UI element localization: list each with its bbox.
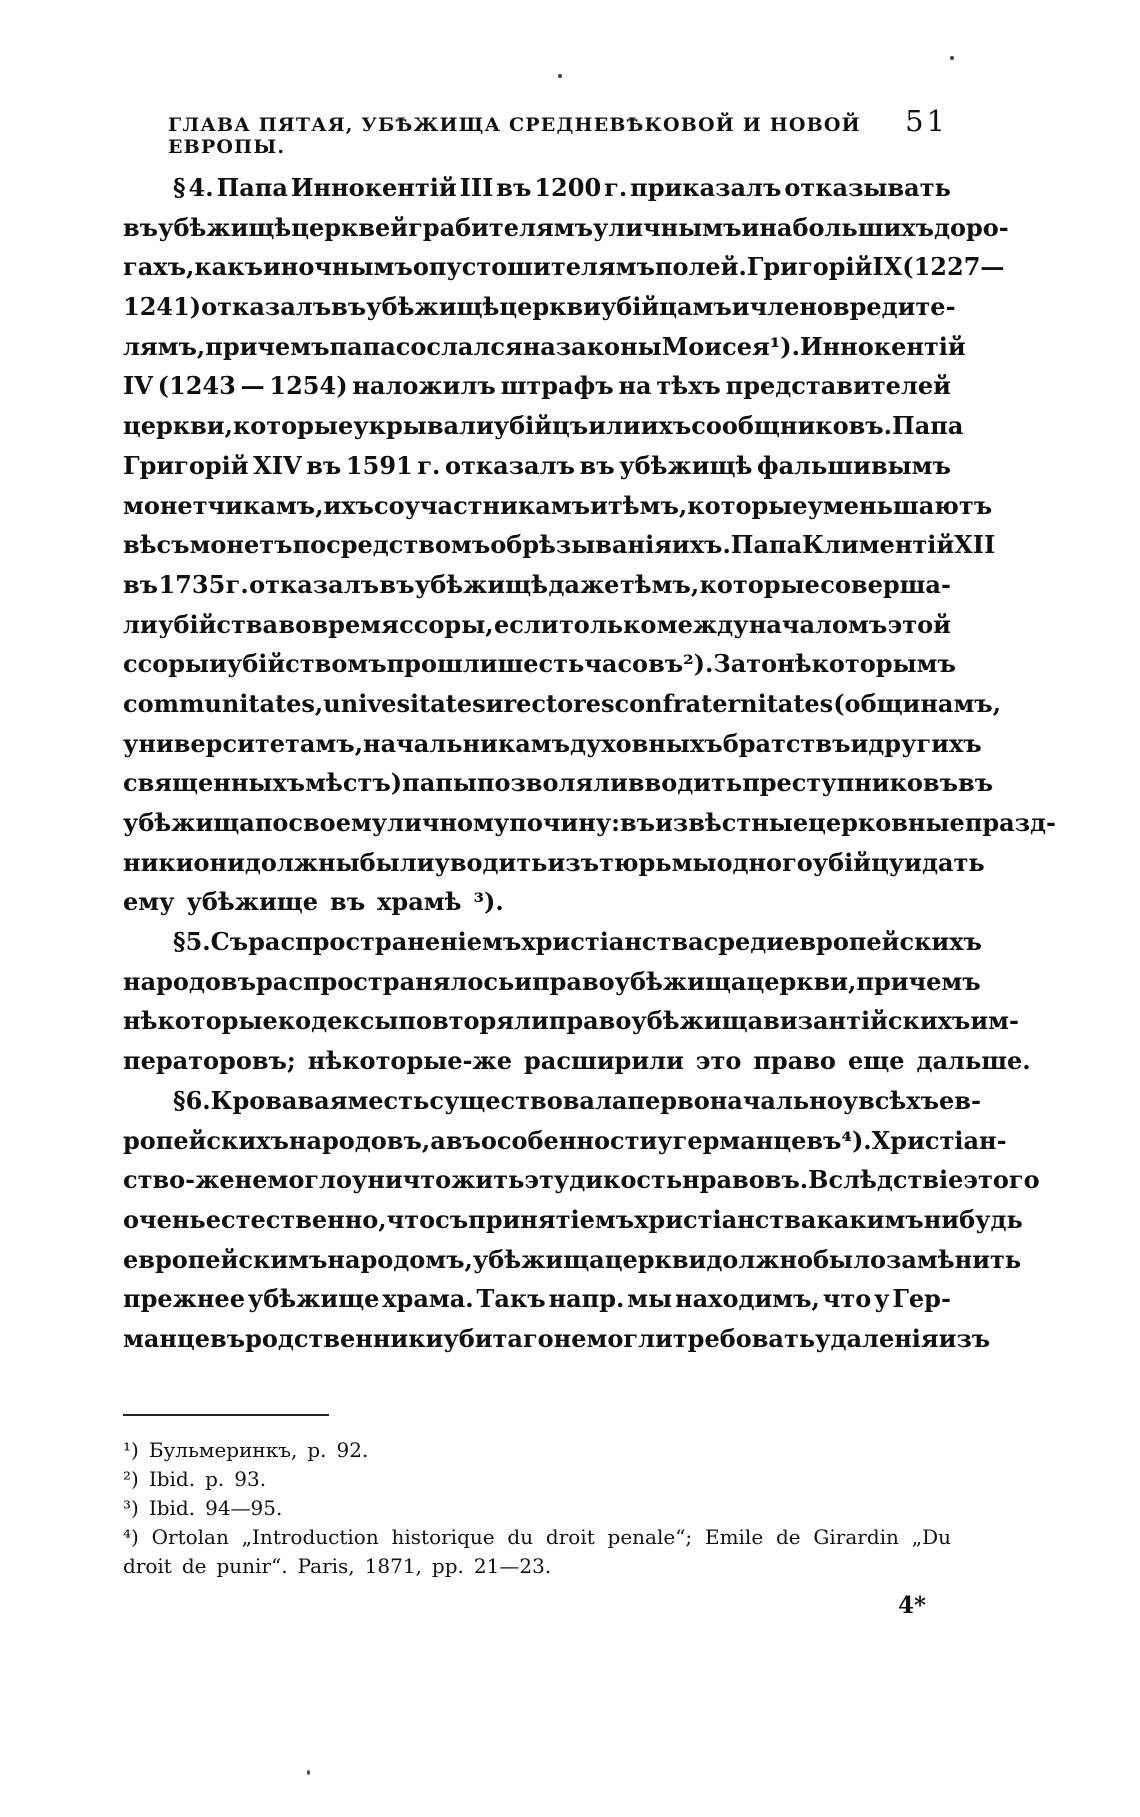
running-header (168, 104, 948, 158)
scan-speck (950, 56, 954, 60)
text-line: § 6. Кровавая месть существовала первоначально у всѣхъ ев- (173, 1085, 981, 1115)
text-line: ператоровъ; нѣкоторые-же расширили это право еще дальше. (123, 1046, 1031, 1076)
scan-speck (307, 1770, 310, 1775)
text-line: европейскимъ народомъ, убѣжища церкви должно было замѣнить (123, 1244, 1022, 1274)
scan-speck (558, 74, 562, 78)
text-line: ссоры и убійствомъ прошли шесть часовъ ²). За то нѣкоторымъ (123, 649, 956, 679)
footnote-divider (123, 1414, 329, 1416)
text-line: лямъ, при чемъ папа сослался на законы Моисея ¹). Иннокентій (123, 331, 966, 361)
text-line: вѣсъ монетъ посредствомъ обрѣзыванія ихъ. Папа Климентій XII (123, 530, 996, 560)
text-line: communitates, univesitates и rectores confraternitates (общинамъ, (123, 688, 1002, 718)
text-line: ли убійства во время ссоры, если только между началомъ этой (123, 609, 951, 639)
text-line: § 5. Съ распространеніемъ христіанства среди европейскихъ (173, 927, 982, 957)
text-line: въ убѣжищѣ церквей грабителямъ уличнымъ и на большихъ доро- (123, 212, 1009, 242)
signature-mark: 4* (898, 1592, 927, 1619)
text-line: убѣжища по своему личному почину: въ извѣстные церковные празд- (123, 808, 1056, 837)
running-title: ГЛАВА ПЯТАЯ, УБѢЖИЩА СРЕДНЕВѢКОВОЙ И НОВОЙ ЕВРОПЫ. (168, 114, 861, 158)
page-number: 51 (905, 104, 948, 138)
text-line: монетчикамъ, ихъ соучастникамъ и тѣмъ, которые уменьшаютъ (123, 490, 993, 520)
footnote-line: ¹) Бульмеринкъ, p. 92. (123, 1438, 369, 1462)
text-line: ники они должны были уводить изъ тюрьмы одного убійцу и дать (123, 847, 985, 877)
text-line: церкви, которые укрывали убійцъ или ихъ сообщниковъ. Папа (123, 411, 964, 441)
text-line: 1241) отказалъ въ убѣжищѣ церкви убійцамъ и членовредите- (123, 292, 956, 322)
text-line: манцевъ родственники убитаго не могли требовать удаленія изъ (123, 1323, 991, 1353)
text-line: § 4. Папа Иннокентій III въ 1200 г. приказалъ отказывать (173, 173, 951, 202)
text-line: священныхъ мѣстъ) папы позволяли вводить преступниковъ въ (123, 768, 994, 798)
footnote-line: droit de punir“. Paris, 1871, pp. 21—23. (123, 1554, 552, 1578)
footnote-line: ³) Ibid. 94—95. (123, 1496, 283, 1520)
footnote-line: ²) Ibid. p. 93. (123, 1467, 267, 1491)
main-text (123, 168, 1056, 1359)
text-line: ропейскихъ народовъ, а въ особенности у германцевъ ⁴). Христіан- (123, 1125, 1007, 1155)
text-line: нѣкоторые кодексы повторяли право убѣжища византійскихъ им- (123, 1006, 1019, 1036)
text-line: народовъ распространялось и право убѣжища церкви, при чемъ (123, 966, 981, 996)
text-line: университетамъ, начальникамъ духовныхъ братствъ и другихъ (123, 728, 982, 758)
footnote-line: ⁴) Ortolan „Introduction historique du droit penale“; Emile de Girardin „Du (123, 1525, 951, 1549)
footnotes (123, 1436, 951, 1581)
text-line: IV (1243 — 1254) наложилъ штрафъ на тѣхъ представителей (123, 371, 951, 401)
text-line: прежнее убѣжище храма. Такъ напр. мы находимъ, что у Гер- (123, 1284, 951, 1314)
text-line: ему убѣжище въ храмѣ ³). (123, 887, 504, 917)
text-line: очень естественно, что съ принятіемъ христіанства какимъ нибудь (123, 1204, 1023, 1234)
text-line: Григорій XIV въ 1591 г. отказалъ въ убѣжищѣ фальшивымъ (123, 450, 951, 480)
text-line: гахъ, какъ и ночнымъ опустошителямъ полей. Григорій IX (1227— (123, 252, 1005, 282)
text-line: ство-же не могло уничтожить эту дикость нравовъ. Вслѣдствіе этого (123, 1165, 1040, 1195)
text-line: въ 1735 г. отказалъ въ убѣжищѣ даже тѣмъ, которые соверша- (123, 569, 951, 599)
